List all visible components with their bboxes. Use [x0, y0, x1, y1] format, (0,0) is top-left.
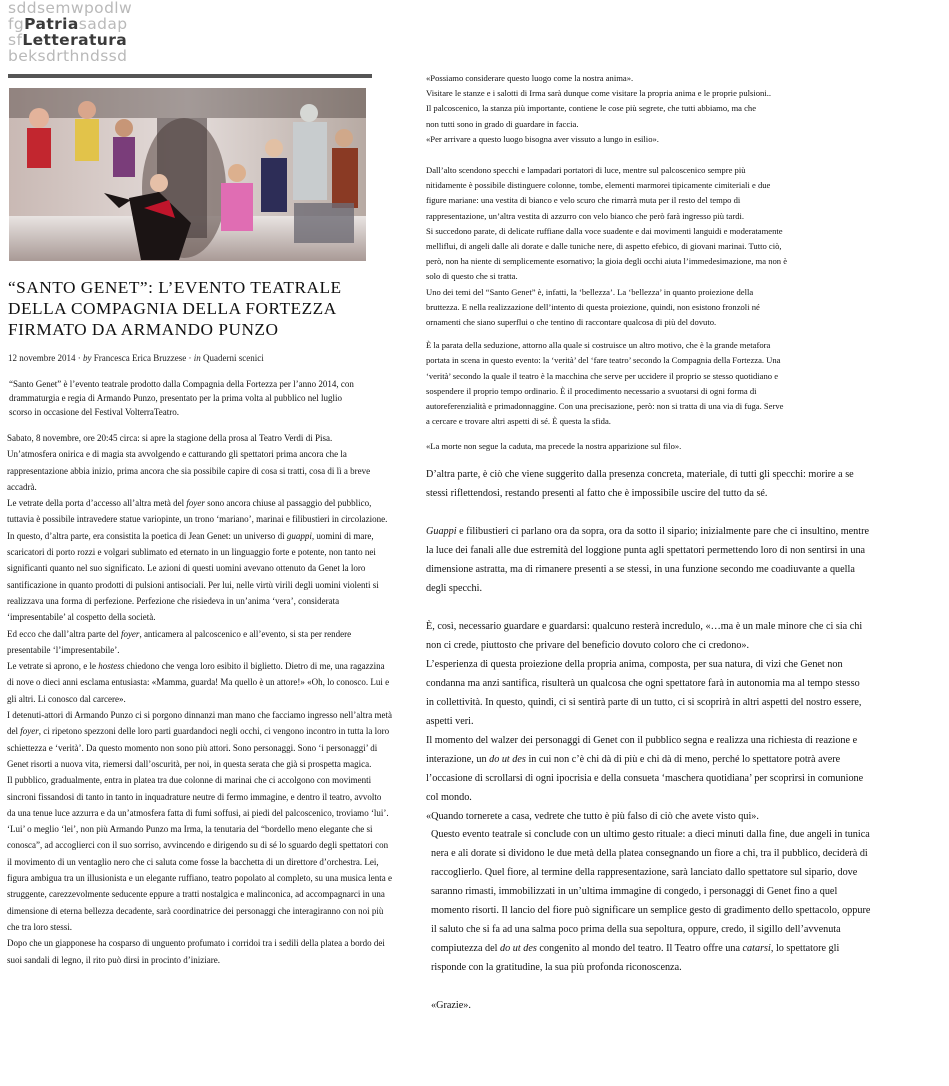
paragraph: Dall’alto scendono specchi e lampadari portatori di luce, mentre sul palcoscenico sempre più nitidamente è possibile distinguere colonne, tombe, elementi marmorei tipicamente cimiteriali e due figure mariane: una vestita di bianco e velo scuro che rimarrà muta per il resto del tempo di rappresentazione, un’altra vestita di azzurro con velo bianco che però farà ingresso più tardi. — [426, 165, 771, 221]
article-body-right-small — [426, 71, 788, 455]
paragraph: I detenuti-attori di Armando Punzo ci si porgono dinnanzi man mano che facciamo ingresso nell’altra metà del foyer, ci ripetono spezzoni delle loro parti guardandoci negli occhi, ci vengono incontro in tutta la loro schiettezza e ‘verità’. Da questo momento non sono più attori. Sono personaggi. Sono ‘i personaggi’ di Genet risorti a nuova vita, riemersi dall’oscurità, per noi, in questa serata che già si prospetta magica. — [7, 710, 392, 769]
meta-by-label: by — [83, 353, 92, 363]
paragraph: Il momento del walzer dei personaggi di Genet con il pubblico segna e realizza una richiesta di reazione e interazione, un do ut des in cui non c’è chi dà di più e chi dà di meno, perché lo spettatore potrà avere l’occasione di scrollarsi di ogni ipocrisia e della consueta ‘maschera quotidiana’ per scoprirsi in comunione col mondo. — [426, 735, 864, 803]
paragraph: In questo, d’altra parte, era consistita la poetica di Jean Genet: un universo di guappi, uomini di mare, scaricatori di porto rozzi e volgari sublimato ed eternato in un linguaggio forte e potente, non tanto nei significanti quanto nel suo significato. Le azioni di questi uomini avevano ottenuto da Genet la loro santificazione in quanto prodotti di pulsioni antisociali. Per lui, nelle virtù virili degli uomini violenti si realizzava una forma di perfezione. Perfezione che risiedeva in un’anima ‘vera’, considerata ‘impresentabile’ al cospetto della società. — [7, 530, 379, 623]
quote-line: non tutti sono in grado di guardare in faccia. — [426, 118, 579, 129]
logo-line-2: fgPatriasadap — [8, 15, 128, 33]
paragraph: Sabato, 8 novembre, ore 20:45 circa: si apre la stagione della prosa al Teatro Verdi di Pisa. — [7, 433, 333, 443]
paragraph: Il pubblico, gradualmente, entra in platea tra due colonne di marinai che ci accolgono con movimenti sincroni fissandosi di tanto in tanto in inquadrature neutre di fermo immagine, e dentro il teatro, avvolto da una tenue luce azzurra e da un’atmosfera fatta di fumi soffusi, ai piedi del palcoscenico, troviamo ‘lui’. ‘Lui’ o meglio ‘lei’, non più Armando Punzo ma Irma, la tenutaria del “bordello meno elegante che si conosca”, ad accoglierci con il suo sorriso, avvincendo e dirigendo su di sé lo sguardo degli spettatori con il movimento di un ventaglio nero che ci saluta come fosse la bacchetta di un direttore d’orchestra. Lei, figura ambigua tra un illusionista e un elegante ruffiano, teatro popolato al completo, su una musica lenta e struggente, carezzevolmente seducente eppure a tratti nostalgica e malinconica, ad accompagnarci in una dimensione di eterna bellezza decadente, sarà coordinatrice dei personaggi che interagiranno con noi più che tra loro stessi. — [7, 775, 392, 932]
article-photo — [9, 88, 366, 261]
quote-line: Visitare le stanze e i salotti di Irma sarà dunque come visitare la propria anima e le proprie pulsioni.. — [426, 88, 772, 99]
category-link[interactable]: Quaderni scenici — [202, 353, 264, 363]
intro-line: “Santo Genet” è l’evento teatrale prodotto dalla Compagnia della Fortezza per l’anno 2014, con — [9, 379, 354, 389]
article-body-right-final — [431, 825, 875, 1015]
paragraph: «Quando tornerete a casa, vedrete che tutto è più falso di ciò che avete visto qui». — [426, 811, 759, 822]
article-date: 12 novembre 2014 — [8, 353, 76, 363]
logo-line-1: sddsemwpodlw — [8, 0, 133, 17]
meta-in-label: in — [193, 353, 201, 363]
paragraph: È, così, necessario guardare e guardarsi: qualcuno resterà incredulo, «…ma è un male minore che ci sia chi non ci crede, piuttosto che privare del beneficio dovuto coloro che ci credono». — [426, 621, 863, 651]
article-title: “SANTO GENET”: L’EVENTO TEATRALE DELLA COMPAGNIA DELLA FORTEZZA FIRMATO DA ARMANDO PUNZO — [8, 278, 342, 339]
intro-line: drammaturgia e regia di Armando Punzo, presentato per la prima volta al pubblico nel luglio — [9, 392, 342, 403]
quote-line: Il palcoscenico, la stanza più importante, contiene le cose più segrete, che tutti abbiamo, ma che — [426, 103, 757, 114]
paragraph: È la parata della seduzione, attorno alla quale si costruisce un altro motivo, che è la grande metafora portata in scena in questo evento: la ‘verità’ del ‘fare teatro’ secondo la Compagnia della Fortezza. Una ‘verità’ secondo la quale il teatro è la macchina che serve per uccidere il proprio se stesso quotidiano e sospendere il proprio tempo ordinario. È il procedimento necessario a svuotarsi di ogni forma di autoreferenzialità e primadonnaggine. Con una precisazione, però: non si tratta di una via di fuga. Serve a cercare e trovare altri aspetti di sé. È questa la sfida. — [426, 340, 784, 427]
article-body-right-large — [426, 465, 870, 826]
meta-sep: · — [188, 353, 192, 363]
paragraph: «Grazie». — [431, 1000, 471, 1011]
paragraph: Questo evento teatrale si conclude con un ultimo gesto rituale: a dieci minuti dalla fine, due angeli in tunica nera e ali dorate si dividono le due metà della platea consegnando un fiore a chi, tra il pubblico, deciderà di raccoglierlo. Quel fiore, al termine della rappresentazione, sarà lanciato dallo spettatore sul sipario, dove saranno rimasti, immobilizzati in un’ultima immagine di congedo, i personaggi di Genet fino a quel momento risorti. Il lancio del fiore può significare un semplice gesto di gradimento dello spettacolo, oppure il saluto che si fa ad una salma poco prima della sua sepoltura, oppure, credo, il sigillo dell’avvenuta compiutezza del do ut des congenito al mondo del teatro. Il Teatro offre una catarsi, lo spettatore gli risponde con la gratitudine, la sua più profonda riconoscenza. — [431, 829, 871, 973]
paragraph: Si succedono parate, di delicate ruffiane dalla voce suadente e dai movimenti languidi e moderatamente melliflui, di angeli dalle ali dorate e dalle tuniche nere, di aspetto efebico, di giovani marinai. Tutto ciò, però, non ha niente di semplicemente esornativo; la gioia degli occhi aiuta l’immedesimazione, ma non è solo di questo che si tratta. — [426, 225, 788, 282]
article-meta — [8, 353, 264, 363]
paragraph: Le vetrate si aprono, e le hostess chiedono che venga loro esibito il biglietto. Dietro di me, una ragazzina di nove o dieci anni esclama entusiasta: «Mamma, guarda! Ma quello è un attore!» «Oh, lo conosco. Lui e gli altri. Li conosco dal carcere». — [7, 661, 390, 704]
logo-line-4: beksdrthndssd — [8, 47, 128, 65]
paragraph: Dopo che un giapponese ha cosparso di unguento profumato i corridoi tra i sedili della platea a bordo dei suoi sandali di legno, il rito può dirsi in procinto d’iniziare. — [7, 938, 385, 965]
header-rule — [8, 74, 372, 78]
quote-line: «Possiamo considerare questo luogo come la nostra anima». — [426, 73, 634, 83]
paragraph: Un’atmosfera onirica e di magia sta avvolgendo e catturando gli spettatori prima ancora che la rappresentazione abbia inizio, prima ancora che sia possibile capire di cosa si tratti, cosa di lì a breve accadrà. — [7, 449, 371, 492]
logo-line-3: sfLetteratura — [8, 31, 128, 49]
paragraph: Guappi e filibustieri ci parlano ora da sopra, ora da sotto il sipario; inizialmente pare che ci insultino, mentre la luce dei fanali alle due estremità del loggione punta agli spettatori permettendo loro di non sentirsi in una dimensione astratta, ma di rimanere presenti a se stessi, in una funzione secondo me coadiuvante a quella degli specchi. — [426, 526, 870, 594]
quote-line: «La morte non segue la caduta, ma precede la nostra apparizione sul filo». — [426, 441, 682, 452]
meta-sep: · — [77, 353, 81, 363]
author-link[interactable]: Francesca Erica Bruzzese — [93, 353, 187, 363]
article-body-left — [7, 430, 392, 968]
paragraph: Le vetrate della porta d’accesso all’altra metà del foyer sono ancora chiuse al passaggio del pubblico, tuttavia è possibile intravedere statue variopinte, un trono ‘mariano’, marinai e filibustieri in circolazione. — [7, 498, 388, 525]
paragraph: D’altra parte, è ciò che viene suggerito dalla presenza concreta, materiale, di tutti gli specchi: morire a se stessi riflettendosi, restando presenti al fatto che è impossibile uscire del tutto da sé. — [426, 469, 854, 499]
paragraph: Uno dei temi del “Santo Genet” è, infatti, la ‘bellezza’. La ‘bellezza’ in quanto proiezione della bruttezza. E nella realizzazione dell’intento di questa proiezione, quindi, non esistono fronzoli né ornamenti che siano superflui o che tentino di raccontare qualcosa di più del dovuto. — [426, 286, 760, 328]
site-logo[interactable] — [8, 0, 132, 64]
quote-line: «Per arrivare a questo luogo bisogna aver vissuto a lungo in esilio». — [426, 133, 659, 144]
intro-line: scorso in occasione del Festival VolterraTeatro. — [9, 406, 179, 417]
paragraph: Ed ecco che dall’altra parte del foyer, anticamera al palcoscenico e all’evento, si sta per rendere presentabile ‘l’impresentabile’. — [7, 628, 352, 655]
paragraph: L’esperienza di questa proiezione della propria anima, composta, per sua natura, di vizi che Genet non condanna ma anzi santifica, risulterà un qualcosa che ogni spettatore farà in autonomia ma al tempo stesso in collettività. In questo, quindi, ci si sentirà parte di un tutto, ci si scoprirà in altri aspetti del nostro essere, aspetti veri. — [426, 659, 862, 727]
article-intro — [9, 378, 364, 419]
